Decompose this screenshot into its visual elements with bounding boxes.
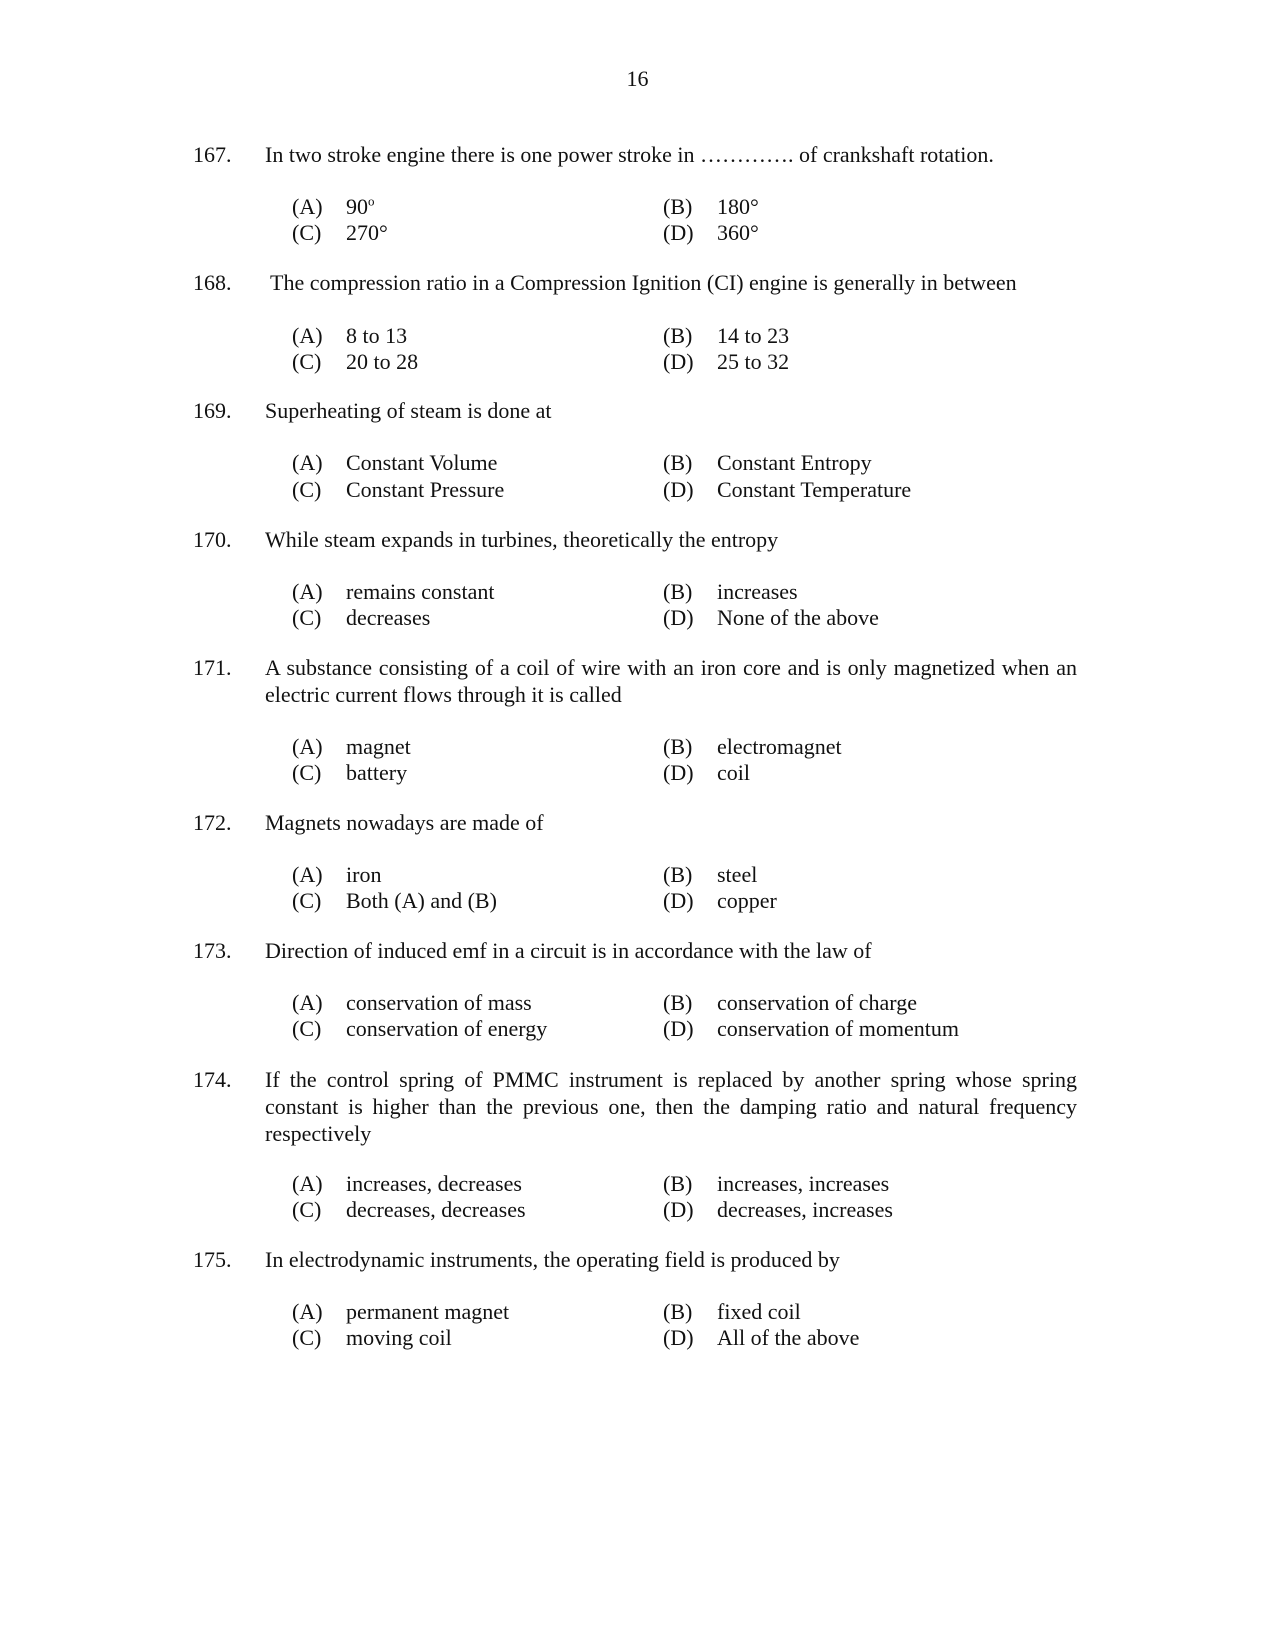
option-text: increases, decreases (346, 1171, 522, 1196)
question-text: The compression ratio in a Compression Ignition (CI) engine is generally in between (270, 270, 1017, 295)
option-text: steel (717, 862, 758, 887)
option-text: Both (A) and (B) (346, 888, 497, 913)
option-text: 270° (346, 220, 388, 245)
option-text: fixed coil (717, 1299, 801, 1324)
option-label: (A) (292, 579, 323, 604)
question-number: 175. (193, 1247, 232, 1272)
option-label: (C) (292, 760, 322, 785)
option-label: (C) (292, 605, 322, 630)
option-label: (D) (663, 477, 694, 502)
page-number: 16 (626, 66, 649, 91)
option-label: (B) (663, 862, 693, 887)
option-label: (A) (292, 450, 323, 475)
option-label: (D) (663, 760, 694, 785)
option-label: (D) (663, 1325, 694, 1350)
option-label: (C) (292, 220, 322, 245)
option-label: (C) (292, 349, 322, 374)
question-text: Direction of induced emf in a circuit is in accordance with the law of (265, 938, 872, 963)
option-label: (C) (292, 477, 322, 502)
option-label: (A) (292, 862, 323, 887)
option-text: 360° (717, 220, 759, 245)
question-text: Magnets nowadays are made of (265, 810, 544, 835)
option-text: increases, increases (717, 1171, 890, 1196)
option-label: (A) (292, 1171, 323, 1196)
option-label: (D) (663, 1197, 694, 1222)
option-label: (C) (292, 1197, 322, 1222)
question-text: In electrodynamic instruments, the operating field is produced by (265, 1247, 840, 1272)
question-number: 174. (193, 1067, 232, 1092)
option-text: coil (717, 760, 750, 785)
option-text: All of the above (717, 1325, 860, 1350)
option-label: (B) (663, 990, 693, 1015)
option-label: (A) (292, 194, 323, 219)
option-text: conservation of energy (346, 1016, 548, 1041)
option-text: conservation of momentum (717, 1016, 959, 1041)
option-label: (C) (292, 888, 322, 913)
question-number: 172. (193, 810, 232, 835)
option-label: (B) (663, 734, 693, 759)
option-text: moving coil (346, 1325, 452, 1350)
option-text: battery (346, 760, 408, 785)
option-label: (A) (292, 734, 323, 759)
question-number: 170. (193, 527, 232, 552)
question-text: In two stroke engine there is one power stroke in …………. of crankshaft rotation. (265, 142, 994, 167)
option-label: (B) (663, 1171, 693, 1196)
option-label: (D) (663, 1016, 694, 1041)
option-label: (A) (292, 323, 323, 348)
question-text: A substance consisting of a coil of wire with an iron core and is only magnetized when an electric current flows through it is called (265, 655, 1077, 707)
question-text: If the control spring of PMMC instrument is replaced by another spring whose spring constant is higher than the previous one, then the damping ratio and natural frequency respectively (265, 1067, 1077, 1146)
option-label: (D) (663, 888, 694, 913)
option-label: (B) (663, 194, 693, 219)
question-number: 168. (193, 270, 232, 295)
option-label: (C) (292, 1016, 322, 1041)
degree-superscript: o (368, 193, 375, 209)
option-label: (D) (663, 349, 694, 374)
option-label: (A) (292, 990, 323, 1015)
question-number: 171. (193, 655, 232, 680)
option-text: iron (346, 862, 382, 887)
option-text: increases (717, 579, 798, 604)
question-number: 173. (193, 938, 232, 963)
option-text: copper (717, 888, 777, 913)
option-text: conservation of mass (346, 990, 532, 1015)
option-text: remains constant (346, 579, 495, 604)
option-label: (D) (663, 605, 694, 630)
option-label: (B) (663, 579, 693, 604)
option-text: decreases, increases (717, 1197, 893, 1222)
question-text: Superheating of steam is done at (265, 398, 552, 423)
option-label: (C) (292, 1325, 322, 1350)
option-text: decreases (346, 605, 431, 630)
question-number: 169. (193, 398, 232, 423)
option-text: magnet (346, 734, 411, 759)
option-text: Constant Temperature (717, 477, 912, 502)
question-text: While steam expands in turbines, theoretically the entropy (265, 527, 779, 552)
option-text: conservation of charge (717, 990, 917, 1015)
option-label: (B) (663, 323, 693, 348)
option-text: Constant Entropy (717, 450, 872, 475)
option-text: 14 to 23 (717, 323, 790, 348)
option-text: Constant Pressure (346, 477, 505, 502)
option-text: None of the above (717, 605, 879, 630)
option-label: (B) (663, 1299, 693, 1324)
question-number: 167. (193, 142, 232, 167)
option-text: electromagnet (717, 734, 842, 759)
option-text: 90$^o$ (346, 193, 375, 219)
option-text: decreases, decreases (346, 1197, 526, 1222)
option-text: 8 to 13 (346, 323, 408, 348)
option-label: (D) (663, 220, 694, 245)
option-text: permanent magnet (346, 1299, 510, 1324)
option-label: (A) (292, 1299, 323, 1324)
option-text: 20 to 28 (346, 349, 419, 374)
option-text: 25 to 32 (717, 349, 790, 374)
option-text: 180° (717, 194, 759, 219)
option-text: Constant Volume (346, 450, 498, 475)
option-label: (B) (663, 450, 693, 475)
